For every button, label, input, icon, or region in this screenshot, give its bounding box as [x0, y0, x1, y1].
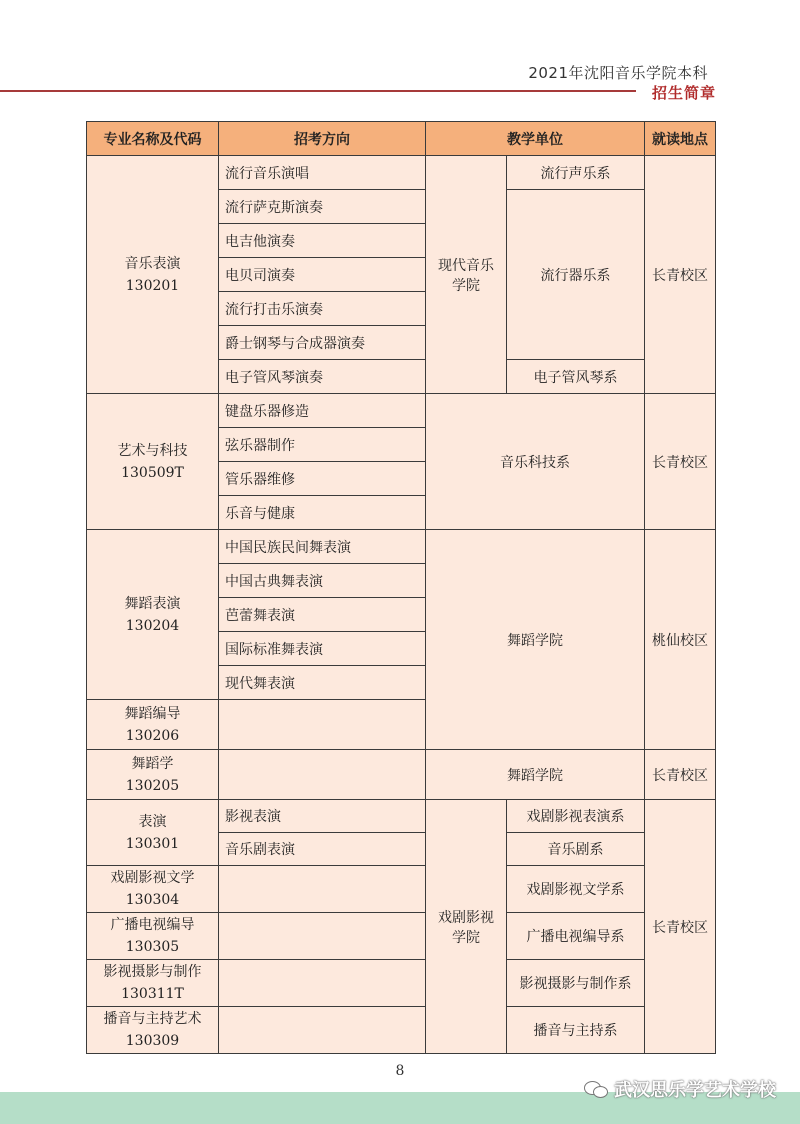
direction-cell: 国际标准舞表演	[219, 632, 426, 666]
major-code: 130304	[125, 892, 180, 908]
direction-cell: 影视表演	[219, 800, 426, 833]
direction-cell: 音乐剧表演	[219, 833, 426, 866]
table-row	[87, 1007, 716, 1054]
watermark	[584, 1076, 776, 1102]
table-row	[87, 156, 716, 190]
dept-cell: 广播电视编导系	[507, 913, 645, 960]
direction-cell: 流行萨克斯演奏	[219, 190, 426, 224]
direction-cell-empty	[219, 913, 426, 960]
table-row	[87, 800, 716, 833]
major-cell	[87, 394, 219, 530]
direction-cell: 管乐器维修	[219, 462, 426, 496]
direction-cell-empty	[219, 960, 426, 1007]
direction-cell: 电子管风琴演奏	[219, 360, 426, 394]
unit-cell: 舞蹈学院	[426, 750, 645, 800]
major-cell	[87, 866, 219, 913]
wechat-icon	[584, 1079, 608, 1099]
table-row	[87, 866, 716, 913]
table-row	[87, 913, 716, 960]
col-header-unit: 教学单位	[426, 122, 645, 156]
major-cell	[87, 960, 219, 1007]
direction-cell: 芭蕾舞表演	[219, 598, 426, 632]
enrollment-table	[86, 121, 716, 1054]
dept-cell: 播音与主持系	[507, 1007, 645, 1054]
header-title: 2021年沈阳音乐学院本科	[528, 64, 708, 82]
campus-cell: 长青校区	[645, 750, 716, 800]
major-name: 舞蹈学	[131, 755, 174, 772]
major-name: 播音与主持艺术	[103, 1011, 202, 1027]
direction-cell-empty	[219, 700, 426, 750]
major-code: 130311T	[121, 986, 184, 1002]
table-row	[87, 530, 716, 564]
watermark-text: 武汉思乐学艺术学校	[614, 1080, 776, 1101]
direction-cell: 弦乐器制作	[219, 428, 426, 462]
direction-cell: 中国古典舞表演	[219, 564, 426, 598]
dept-cell: 戏剧影视文学系	[507, 866, 645, 913]
direction-cell: 现代舞表演	[219, 666, 426, 700]
direction-cell: 中国民族民间舞表演	[219, 530, 426, 564]
table-row	[87, 960, 716, 1007]
dept-cell: 戏剧影视表演系	[507, 800, 645, 833]
major-cell	[87, 156, 219, 394]
direction-cell-empty	[219, 750, 426, 800]
direction-cell: 流行打击乐演奏	[219, 292, 426, 326]
major-cell	[87, 750, 219, 800]
unit-cell: 舞蹈学院	[426, 530, 645, 750]
major-code: 130309	[125, 1033, 180, 1049]
table-header-row	[87, 122, 716, 156]
direction-cell: 爵士钢琴与合成器演奏	[219, 326, 426, 360]
table-row	[87, 750, 716, 800]
direction-cell: 流行音乐演唱	[219, 156, 426, 190]
direction-cell: 乐音与健康	[219, 496, 426, 530]
col-header-campus: 就读地点	[645, 122, 716, 156]
major-name: 影视摄影与制作	[103, 964, 202, 980]
page-number: 8	[395, 1063, 405, 1079]
campus-cell: 桃仙校区	[645, 530, 716, 750]
col-header-direction: 招考方向	[219, 122, 426, 156]
major-cell	[87, 800, 219, 866]
major-code: 130204	[125, 617, 180, 634]
direction-cell: 键盘乐器修造	[219, 394, 426, 428]
major-code: 130201	[125, 277, 180, 294]
college-cell: 戏剧影视学院	[426, 800, 507, 1054]
major-name: 表演	[138, 813, 167, 830]
major-name: 广播电视编导	[110, 917, 195, 933]
major-code: 130509T	[121, 464, 184, 481]
college-cell: 现代音乐学院	[426, 156, 507, 394]
major-code: 130205	[125, 777, 180, 794]
campus-cell: 长青校区	[645, 394, 716, 530]
dept-cell: 电子管风琴系	[507, 360, 645, 394]
major-name: 艺术与科技	[117, 442, 188, 459]
major-cell	[87, 913, 219, 960]
direction-cell: 电贝司演奏	[219, 258, 426, 292]
dept-cell: 影视摄影与制作系	[507, 960, 645, 1007]
major-cell	[87, 700, 219, 750]
campus-cell: 长青校区	[645, 156, 716, 394]
major-name: 舞蹈编导	[124, 705, 181, 722]
major-name: 音乐表演	[124, 255, 181, 272]
campus-cell: 长青校区	[645, 800, 716, 1054]
direction-cell: 电吉他演奏	[219, 224, 426, 258]
unit-cell: 音乐科技系	[426, 394, 645, 530]
direction-cell-empty	[219, 1007, 426, 1054]
major-name: 戏剧影视文学	[110, 870, 195, 886]
col-header-major: 专业名称及代码	[87, 122, 219, 156]
major-cell	[87, 530, 219, 700]
major-name: 舞蹈表演	[124, 595, 181, 612]
header-subtitle: 招生简章	[636, 82, 800, 104]
dept-cell: 流行声乐系	[507, 156, 645, 190]
direction-cell-empty	[219, 866, 426, 913]
major-code: 130206	[125, 727, 180, 744]
major-code: 130301	[125, 835, 180, 852]
dept-cell: 流行器乐系	[507, 190, 645, 360]
major-cell	[87, 1007, 219, 1054]
major-code: 130305	[125, 939, 180, 955]
dept-cell: 音乐剧系	[507, 833, 645, 866]
table-row	[87, 394, 716, 428]
